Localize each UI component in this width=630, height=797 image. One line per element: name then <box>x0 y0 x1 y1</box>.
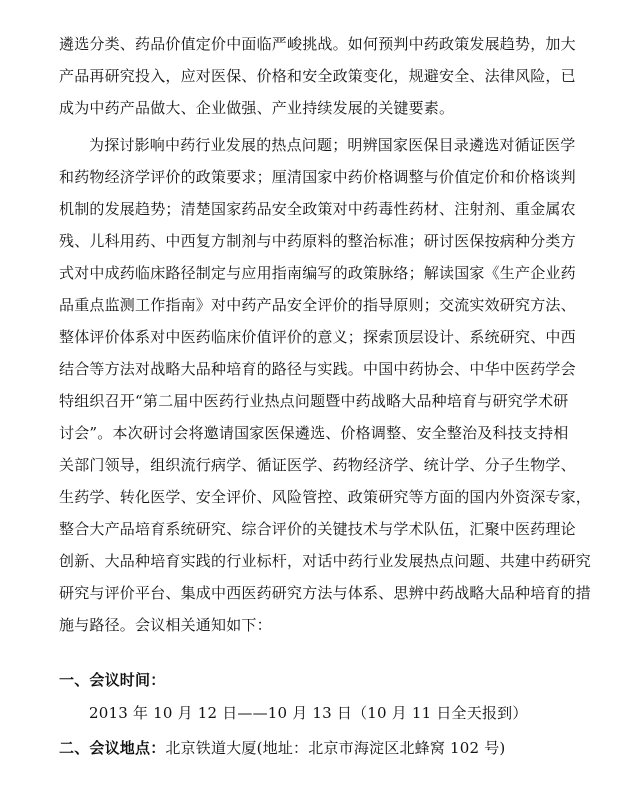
body-line: 产品再研究投入，应对医保、价格和安全政策变化，规避安全、法律风险，已 <box>59 67 576 85</box>
body-line: 整合大产品培育系统研究、综合评价的关键技术与学术队伍，汇聚中医药理论 <box>59 520 576 538</box>
body-line: 结合等方法对战略大品种培育的路径与实践。中国中药协会、中华中医药学会 <box>59 360 576 378</box>
body-line: 机制的发展趋势；清楚国家药品安全政策对中药毒性药材、注射剂、重金属农 <box>59 200 576 218</box>
body-line: 和药物经济学评价的政策要求；厘清国家中药价格调整与价值定价和价格谈判 <box>59 168 576 186</box>
section-heading-location: 二、会议地点： <box>59 739 166 757</box>
body-line: 品重点监测工作指南》对中药产品安全评价的指导原则；交流实效研究方法、 <box>59 296 576 314</box>
meeting-location: 北京铁道大厦(地址：北京市海淀区北蜂窝 102 号) <box>165 739 506 757</box>
body-line: 特组织召开“第二届中医药行业热点问题暨中药战略大品种培育与研究学术研 <box>59 392 569 410</box>
body-line: 生药学、转化医学、安全评价、风险管控、政策研究等方面的国内外资深专家， <box>59 488 592 506</box>
meeting-location-line <box>59 738 505 758</box>
body-line: 式对中成药临床路径制定与应用指南编写的政策脉络；解读国家《生产企业药 <box>59 264 576 282</box>
body-line: 整体评价体系对中医药临床价值评价的意义；探索顶层设计、系统研究、中西 <box>59 328 576 346</box>
body-line: 研究与评价平台、集成中西医药研究方法与体系、思辨中药战略大品种培育的措 <box>59 584 592 602</box>
body-line: 关部门领导，组织流行病学、循证医学、药物经济学、统计学、分子生物学、 <box>59 456 576 474</box>
body-line: 创新、大品种培育实践的行业标杆，对话中药行业发展热点问题、共建中药研究 <box>59 552 592 570</box>
body-line: 讨会”。本次研讨会将邀请国家医保遴选、价格调整、安全整治及科技支持相 <box>59 424 569 442</box>
body-line: 为探讨影响中药行业发展的热点问题；明辨国家医保目录遴选对循证医学 <box>89 136 576 154</box>
body-line: 遴选分类、药品价值定价中面临严峻挑战。如何预判中药政策发展趋势，加大 <box>59 35 576 53</box>
section-heading-time: 一、会议时间： <box>59 671 166 689</box>
meeting-time: 2013 年 10 月 12 日——10 月 13 日（10 月 11 日全天报到） <box>89 704 528 722</box>
body-line: 施与路径。会议相关通知如下： <box>59 616 272 634</box>
body-line: 残、儿科用药、中西复方制剂与中药原料的整治标准；研讨医保按病种分类方 <box>59 232 576 250</box>
body-line: 成为中药产品做大、企业做强、产业持续发展的关键要素。 <box>59 99 455 117</box>
